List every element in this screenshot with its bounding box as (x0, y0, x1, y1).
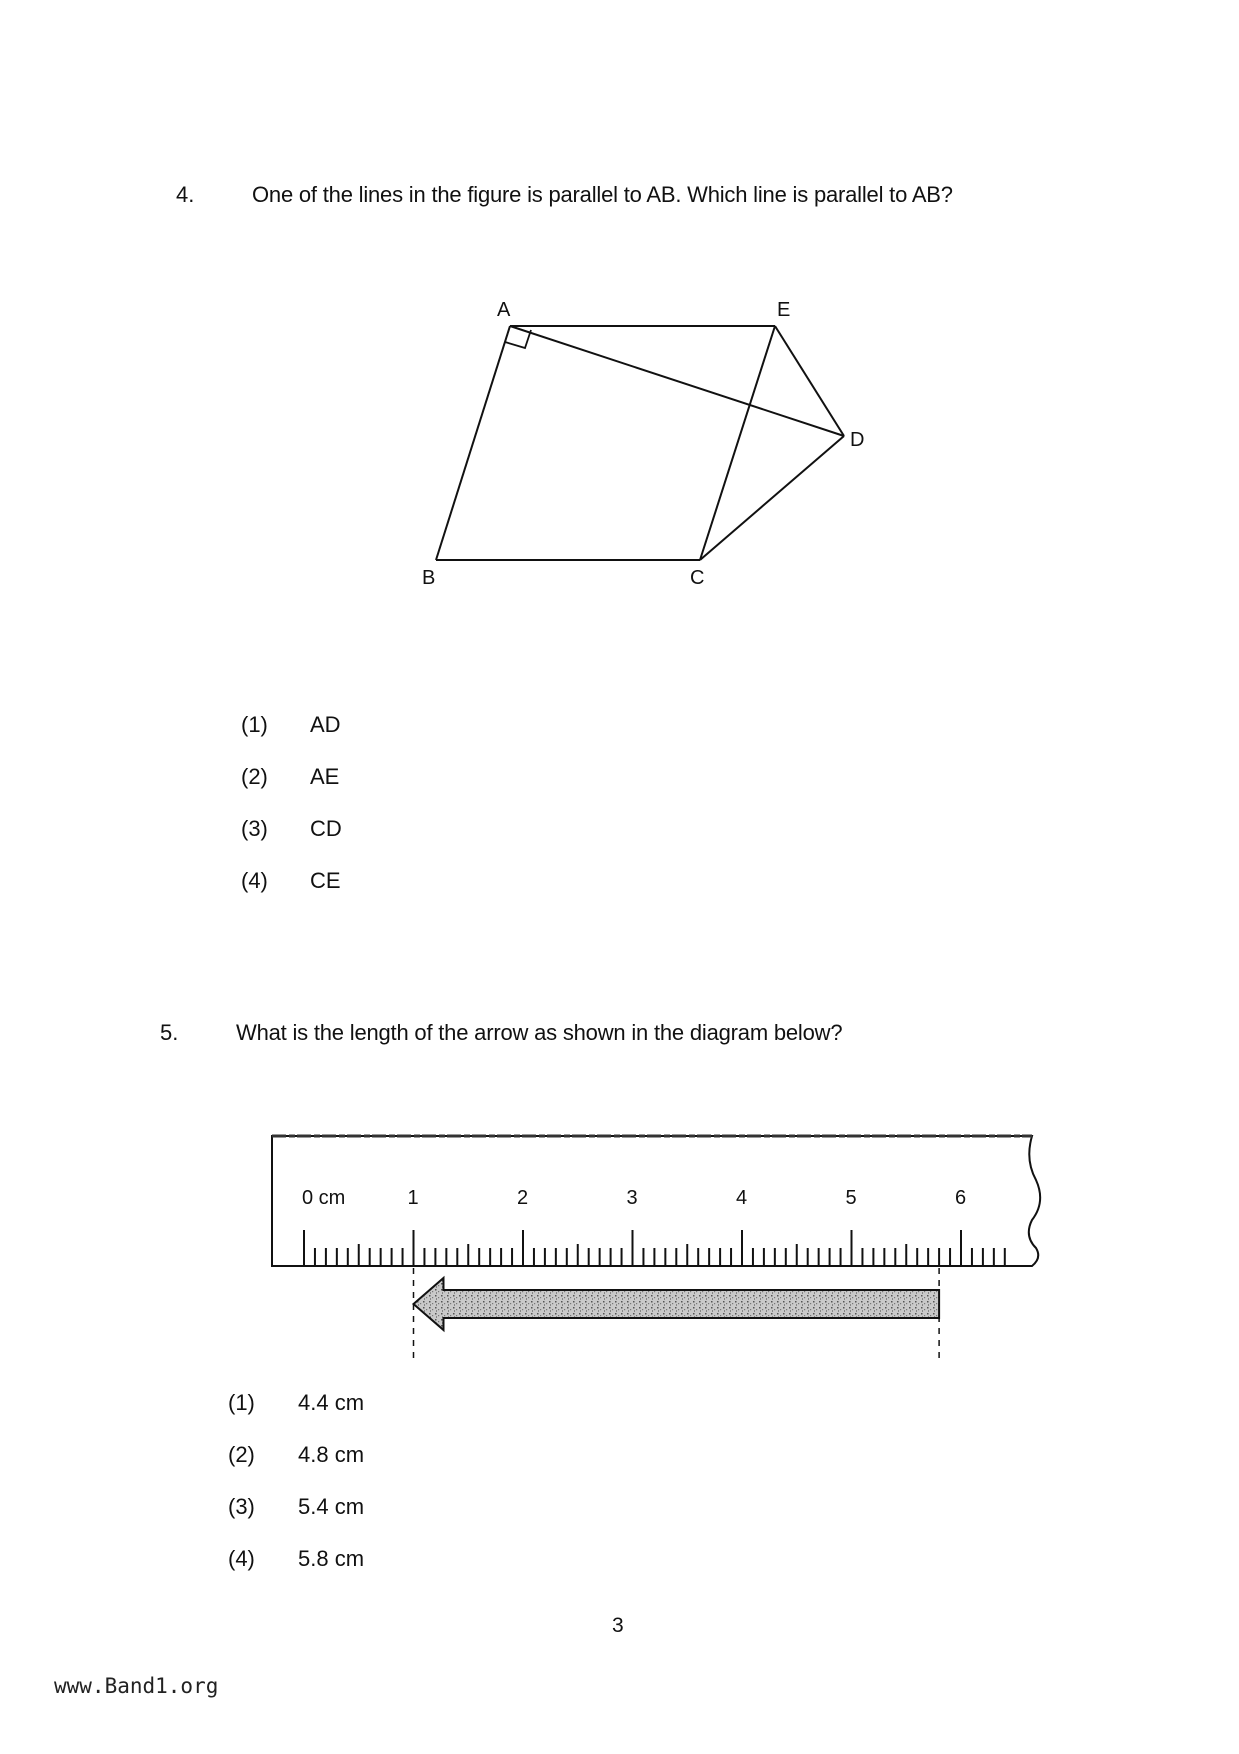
label-B: B (422, 567, 436, 589)
q5-option-4-text: 5.8 cm (298, 1546, 365, 1571)
label-C: C (690, 567, 705, 589)
q4-option-3-number: (3) (241, 816, 268, 841)
segment-ED (775, 326, 844, 436)
q5-option-2-text: 4.8 cm (298, 1442, 365, 1467)
ruler-outline (272, 1136, 1040, 1266)
shaded-arrow (414, 1278, 940, 1330)
ruler-label-0: 0 cm (302, 1187, 346, 1209)
geometry-figure (400, 280, 880, 610)
segment-AB (436, 326, 510, 560)
q4-option-4-text: CE (310, 868, 341, 893)
footer-url: www.Band1.org (54, 1674, 219, 1698)
ruler-label-6: 6 (955, 1187, 967, 1209)
q4-option-2-number: (2) (241, 764, 268, 789)
q5-option-4-number: (4) (228, 1546, 255, 1571)
question-5-number: 5. (160, 1020, 179, 1045)
q5-option-1-number: (1) (228, 1390, 255, 1415)
q4-option-1-text: AD (310, 712, 341, 737)
ruler-label-4: 4 (736, 1187, 748, 1209)
question-4-text: One of the lines in the figure is parallel to AB. Which line is parallel to AB? (252, 182, 953, 207)
q5-option-3-number: (3) (228, 1494, 255, 1519)
q4-option-1-number: (1) (241, 712, 268, 737)
ruler-diagram (260, 1120, 1060, 1380)
page-number: 3 (612, 1614, 624, 1637)
segment-CD (700, 436, 844, 560)
question-5-text: What is the length of the arrow as shown in the diagram below? (236, 1020, 843, 1045)
q4-option-4-number: (4) (241, 868, 268, 893)
ruler-label-1: 1 (407, 1187, 419, 1209)
segment-AD (510, 326, 844, 436)
q5-option-3-text: 5.4 cm (298, 1494, 365, 1519)
segment-CE (700, 326, 775, 560)
q4-option-2-text: AE (310, 764, 340, 789)
label-E: E (777, 299, 791, 321)
ruler-label-5: 5 (845, 1187, 857, 1209)
q5-option-2-number: (2) (228, 1442, 255, 1467)
ruler-label-3: 3 (626, 1187, 638, 1209)
label-A: A (497, 299, 511, 321)
ruler-label-2: 2 (517, 1187, 529, 1209)
label-D: D (850, 429, 865, 451)
q5-option-1-text: 4.4 cm (298, 1390, 365, 1415)
question-4-number: 4. (176, 182, 195, 207)
q4-option-3-text: CD (310, 816, 342, 841)
